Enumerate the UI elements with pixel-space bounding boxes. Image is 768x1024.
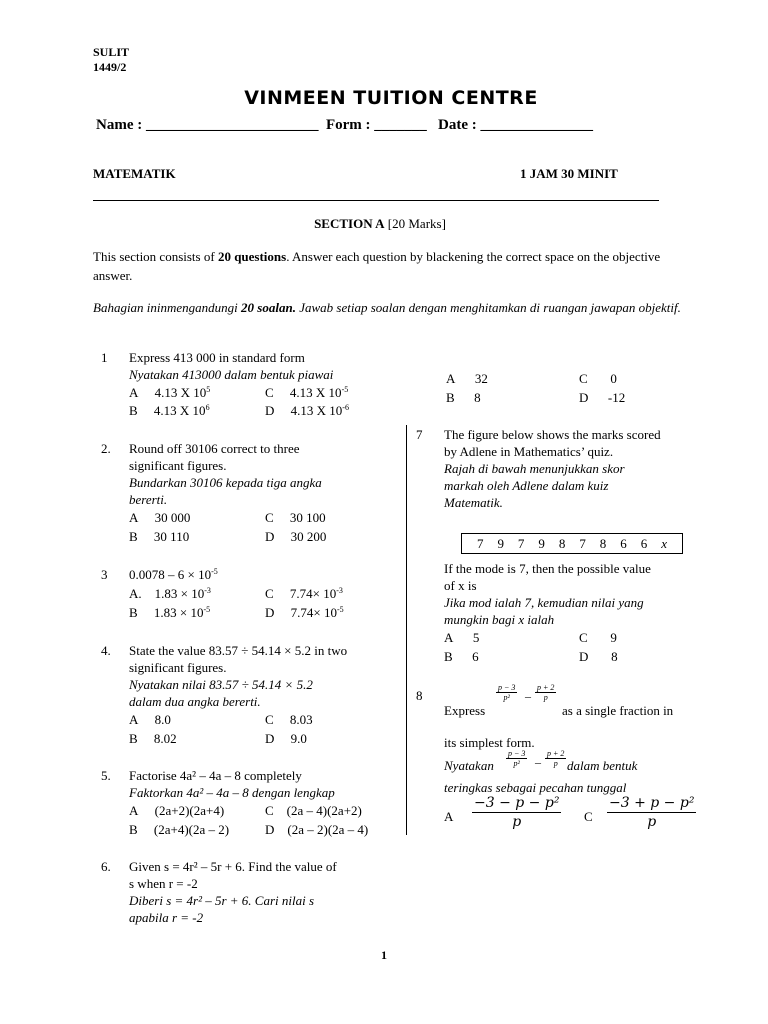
- option-c-exponent: -5: [341, 385, 349, 394]
- option-d[interactable]: D 30 200: [265, 529, 327, 544]
- option-d[interactable]: D 8: [579, 649, 618, 664]
- mark-value: 7: [517, 536, 525, 551]
- option-b-exponent: -5: [203, 605, 211, 614]
- option-b-text: 6: [472, 649, 479, 664]
- option-c-text: 7.74× 10: [289, 586, 337, 601]
- option-c-label[interactable]: C: [584, 809, 593, 824]
- section-title: SECTION A: [314, 216, 385, 231]
- question-expression: [129, 566, 218, 583]
- fraction-1-ms-denominator: p²: [513, 759, 520, 768]
- mark-value-unknown: x: [661, 536, 667, 551]
- option-a[interactable]: A 30 000: [129, 510, 191, 525]
- duration-label: 1 JAM 30 MINIT: [520, 166, 618, 181]
- option-a[interactable]: A (2a+2)(2a+4): [129, 803, 225, 818]
- option-c-exponent: -3: [336, 586, 343, 595]
- option-b[interactable]: B 6: [444, 649, 479, 664]
- condition-text-ms-2: mungkin bagi x ialah: [444, 612, 555, 627]
- option-d-text: 30 200: [290, 529, 327, 544]
- option-b-text: 8.02: [153, 731, 177, 746]
- question-number: 2.: [101, 441, 111, 456]
- option-d[interactable]: D (2a – 2)(2a – 4): [265, 822, 369, 837]
- option-a[interactable]: A 32: [446, 371, 488, 386]
- question-text-en-1: The figure below shows the marks scored: [444, 427, 661, 442]
- option-a[interactable]: A 8.0: [129, 712, 171, 727]
- option-a-text: 32: [474, 371, 488, 386]
- form-label: Form :: [325, 117, 371, 133]
- instr-ms-part2: Jawab setiap soalan dengan menghitamkan di ruangan jawapan objektif.: [295, 300, 681, 315]
- option-b-text: 30 110: [153, 529, 190, 544]
- mark-value: 6: [620, 536, 627, 551]
- option-c-text: 9: [610, 630, 617, 645]
- option-a-text: 30 000: [154, 510, 191, 525]
- fraction-1: [496, 683, 517, 702]
- option-a-label[interactable]: A: [444, 809, 454, 824]
- option-d-text: 9.0: [290, 731, 307, 746]
- dalam-bentuk-text: dalam bentuk: [567, 758, 638, 773]
- expression-text: 0.0078 – 6 × 10: [129, 567, 212, 582]
- option-c-text: 8.03: [289, 712, 313, 727]
- fraction-2-ms: [545, 749, 566, 768]
- student-info-row: Name : _______________________ Form : _______ Date : _______________: [96, 117, 594, 133]
- instr-ms-part1: Bahagian ininmengandungi: [93, 300, 242, 315]
- single-fraction-text: as a single fraction in: [562, 703, 674, 718]
- option-d-text: 8: [611, 649, 618, 664]
- instructions-english: [93, 247, 683, 285]
- option-d-text: (2a – 2)(2a – 4): [287, 822, 369, 837]
- date-label: Date :: [438, 117, 477, 133]
- question-text-en-2: significant figures.: [129, 458, 227, 473]
- option-c-text: 30 100: [289, 510, 326, 525]
- option-a-denominator: p: [512, 814, 522, 830]
- instructions-malay: [93, 298, 683, 317]
- fraction-2: [535, 683, 556, 702]
- option-c-text: (2a – 4)(2a+2): [286, 803, 362, 818]
- question-text-en: Express 413 000 in standard form: [129, 350, 305, 365]
- expression-exponent: -5: [211, 567, 218, 576]
- fraction-2-numerator: p + 2: [537, 683, 555, 692]
- option-b[interactable]: B $1.83 \times 10^{-5}$: [129, 605, 211, 620]
- option-d[interactable]: D 9.0: [265, 731, 307, 746]
- instr-en-bold: 20 questions: [217, 249, 287, 264]
- fraction-1-ms-numerator: p − 3: [508, 749, 526, 758]
- option-b-text: (2a+4)(2a – 2): [153, 822, 230, 837]
- option-a[interactable]: A. $1.83 \times 10^{-3}$: [129, 586, 211, 601]
- question-text-ms-1: Diberi s = 4r² – 5r + 6. Cari nilai s: [129, 893, 315, 908]
- question-text-ms: Nyatakan 413000 dalam bentuk piawai: [129, 367, 334, 382]
- option-c-numerator: −3 + p − p²: [609, 795, 695, 811]
- option-c-text: 0: [610, 371, 617, 386]
- minus-sign: –: [525, 689, 531, 703]
- fraction-2-denominator: p: [543, 693, 548, 702]
- question-number: 4.: [101, 643, 111, 658]
- section-heading: [0, 216, 760, 232]
- simplest-form-text: its simplest form.: [444, 735, 535, 750]
- option-a-numerator: −3 − p − p²: [474, 795, 560, 811]
- condition-text-en-1: If the mode is 7, then the possible value: [444, 561, 651, 576]
- question-text-ms-1: Bundarkan 30106 kepada tiga angka: [129, 475, 322, 490]
- option-a-text: (2a+2)(2a+4): [154, 803, 225, 818]
- option-a-text: 8.0: [154, 712, 171, 727]
- option-d[interactable]: D -12: [579, 390, 626, 405]
- paper-code: 1449/2: [93, 60, 127, 74]
- option-c[interactable]: C 0: [579, 371, 617, 386]
- header-divider: [93, 200, 659, 201]
- option-c-denominator: p: [647, 814, 657, 830]
- option-a[interactable]: A 5: [444, 630, 480, 645]
- question-text-en: Factorise 4a² – 4a – 8 completely: [129, 768, 302, 783]
- minus-sign-ms: –: [535, 755, 541, 769]
- instr-en-part2: . Answer each question by blackening the correct space on the objective answer.: [93, 249, 661, 283]
- question-text-en-1: State the value 83.57 ÷ 54.14 × 5.2 in two: [129, 643, 348, 658]
- option-a-exponent: 5: [206, 385, 211, 394]
- question-text-en-1: Given s = 4r² – 5r + 6. Find the value of: [129, 859, 337, 874]
- option-a[interactable]: A 4.13 X $10^5$: [129, 385, 211, 400]
- mark-value: 6: [640, 536, 648, 551]
- fraction-1-denominator: p²: [503, 693, 510, 702]
- question-text-en-1: Round off 30106 correct to three: [129, 441, 300, 456]
- question-text-ms-2: apabila r = -2: [129, 910, 204, 925]
- mark-value: 8: [599, 536, 607, 551]
- question-text-ms-2: markah oleh Adlene dalam kuiz: [444, 478, 609, 493]
- question-number: 6.: [101, 859, 111, 874]
- option-c-text: 4.13 X 10: [289, 385, 342, 400]
- subject-label: MATEMATIK: [93, 166, 176, 181]
- option-d-text: -12: [607, 390, 626, 405]
- question-number: 8: [416, 688, 423, 703]
- option-d-text: 4.13 X 10: [290, 403, 343, 418]
- instr-ms-bold: 20 soalan.: [241, 300, 296, 315]
- option-d[interactable]: D 4.13 X $10^{-6}$: [265, 403, 349, 418]
- mark-value: 8: [558, 536, 566, 551]
- option-a-exponent: -3: [204, 586, 211, 595]
- question-text-ms-3: Matematik.: [444, 495, 503, 510]
- question-text-ms-2: dalam dua angka bererti.: [129, 694, 261, 709]
- question-number: 1: [101, 350, 108, 365]
- option-b-text: 8: [474, 390, 481, 405]
- question-text-ms: Faktorkan 4a² – 4a – 8 dengan lengkap: [129, 785, 335, 800]
- option-d-exponent: -6: [342, 403, 349, 412]
- fraction-2-ms-denominator: p: [553, 759, 558, 768]
- mark-value: 9: [538, 536, 545, 551]
- question-text-en-2: s when r = -2: [129, 876, 198, 891]
- option-b-exponent: 6: [205, 403, 210, 412]
- option-d-text: 7.74× 10: [290, 605, 337, 620]
- option-a-text: 4.13 X 10: [154, 385, 207, 400]
- name-label: Name :: [96, 117, 143, 133]
- option-d-exponent: -5: [336, 605, 344, 614]
- option-a-text: 1.83 × 10: [154, 586, 205, 601]
- question-text-en-2: significant figures.: [129, 660, 227, 675]
- fraction-1-ms: [506, 749, 527, 768]
- question-number: 3: [101, 567, 108, 582]
- condition-text-ms-1: Jika mod ialah 7, kemudian nilai yang: [444, 595, 644, 610]
- option-c[interactable]: C 9: [579, 630, 617, 645]
- option-b[interactable]: B 8.02: [129, 731, 177, 746]
- marks-box: [461, 533, 683, 554]
- option-c[interactable]: C $7.74\times 10^{-3}$: [265, 586, 343, 601]
- express-label: Express: [444, 703, 486, 718]
- mark-value: 7: [476, 536, 484, 551]
- option-c[interactable]: C 4.13 X $10^{-5}$: [265, 385, 349, 400]
- mark-value: 7: [579, 536, 586, 551]
- option-b[interactable]: B 30 110: [129, 529, 190, 544]
- nyatakan-label: Nyatakan: [444, 758, 494, 773]
- option-a-text: 5: [472, 630, 480, 645]
- mark-value: 9: [497, 536, 504, 551]
- sulit-label: SULIT: [93, 45, 130, 59]
- option-a-fraction[interactable]: [472, 794, 561, 831]
- option-b[interactable]: B 4.13 X $10^6$: [129, 403, 210, 418]
- condition-text-en-2: of x is: [444, 578, 477, 593]
- section-marks: [20 Marks]: [387, 216, 446, 231]
- question-text-ms-1: Nyatakan nilai 83.57 ÷ 54.14 × 5.2: [129, 677, 313, 692]
- option-b-text: 4.13 X 10: [153, 403, 206, 418]
- option-d[interactable]: D $7.74\times 10^{-5}$: [265, 605, 344, 620]
- page-number: 1: [381, 948, 387, 962]
- question-text-ms-2: bererti.: [129, 492, 168, 507]
- fraction-1-numerator: p − 3: [498, 683, 516, 692]
- option-c[interactable]: C (2a – 4)(2a+2): [265, 803, 362, 818]
- question-text-ms-2: teringkas sebagai pecahan tunggal: [444, 780, 627, 795]
- option-b[interactable]: B 8: [446, 390, 481, 405]
- option-c[interactable]: C 30 100: [265, 510, 326, 525]
- instr-en-part1: This section consists of: [93, 249, 218, 264]
- option-c[interactable]: C 8.03: [265, 712, 313, 727]
- question-text-en-2: by Adlene in Mathematics’ quiz.: [444, 444, 614, 459]
- option-b[interactable]: B (2a+4)(2a – 2): [129, 822, 230, 837]
- document-title: VINMEEN TUITION CENTRE: [244, 87, 538, 109]
- option-b-text: 1.83 × 10: [153, 605, 204, 620]
- column-divider: [406, 425, 407, 835]
- question-text-ms-1: Rajah di bawah menunjukkan skor: [444, 461, 625, 476]
- fraction-2-ms-numerator: p + 2: [547, 749, 565, 758]
- option-c-fraction[interactable]: [607, 794, 696, 831]
- question-number: 7: [416, 427, 423, 442]
- question-number: 5.: [101, 768, 111, 783]
